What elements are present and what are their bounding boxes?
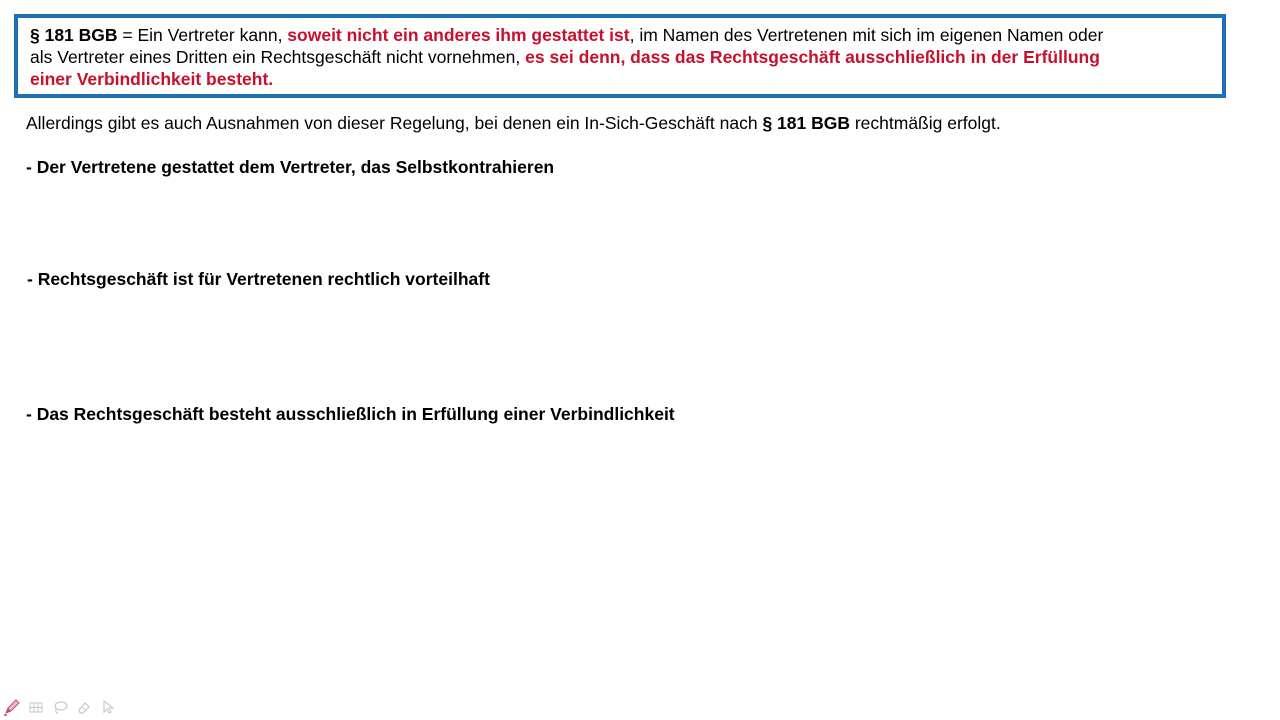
intro-paragraph <box>26 112 1001 134</box>
law-highlight: einer Verbindlichkeit besteht. <box>30 69 274 89</box>
exception-item-advantageous: - Rechtsgeschäft ist für Vertretenen rechtlich vorteilhaft <box>27 269 490 289</box>
law-text-segment: als Vertreter eines Dritten ein Rechtsgeschäft nicht vornehmen, <box>30 47 526 67</box>
law-highlight: es sei denn, dass das Rechtsgeschäft ausschließlich in der Erfüllung <box>525 47 1100 67</box>
law-text-segment: , im Namen des Vertretenen mit sich im eigenen Namen oder <box>629 25 1104 45</box>
intro-text-end: rechtmäßig erfolgt. <box>849 113 1001 133</box>
pointer-icon[interactable] <box>98 697 118 717</box>
law-line-1 <box>30 24 1210 46</box>
eraser-icon[interactable] <box>74 697 94 717</box>
grid-icon[interactable] <box>26 697 46 717</box>
exception-item-fulfillment: - Das Rechtsgeschäft besteht ausschließlich in Erfüllung einer Verbindlichkeit <box>26 404 675 424</box>
law-quote-text <box>30 24 1210 90</box>
exception-item-permission: - Der Vertretene gestattet dem Vertreter, das Selbstkontrahieren <box>26 157 555 177</box>
law-reference: § 181 BGB <box>30 25 118 45</box>
intro-law-reference: § 181 BGB <box>762 113 850 133</box>
intro-text: Allerdings gibt es auch Ausnahmen von dieser Regelung, bei denen ein In-Sich-Geschäft nach <box>26 113 763 133</box>
lasso-icon[interactable] <box>50 697 70 717</box>
law-text-segment: = Ein Vertreter kann, <box>117 25 288 45</box>
annotation-toolbar <box>2 696 118 718</box>
law-line-2 <box>30 46 1210 68</box>
law-highlight: soweit nicht ein anderes ihm gestattet ist <box>287 25 630 45</box>
law-line-3 <box>30 68 1210 90</box>
pen-icon[interactable] <box>2 697 22 717</box>
law-quote-box <box>14 14 1226 98</box>
